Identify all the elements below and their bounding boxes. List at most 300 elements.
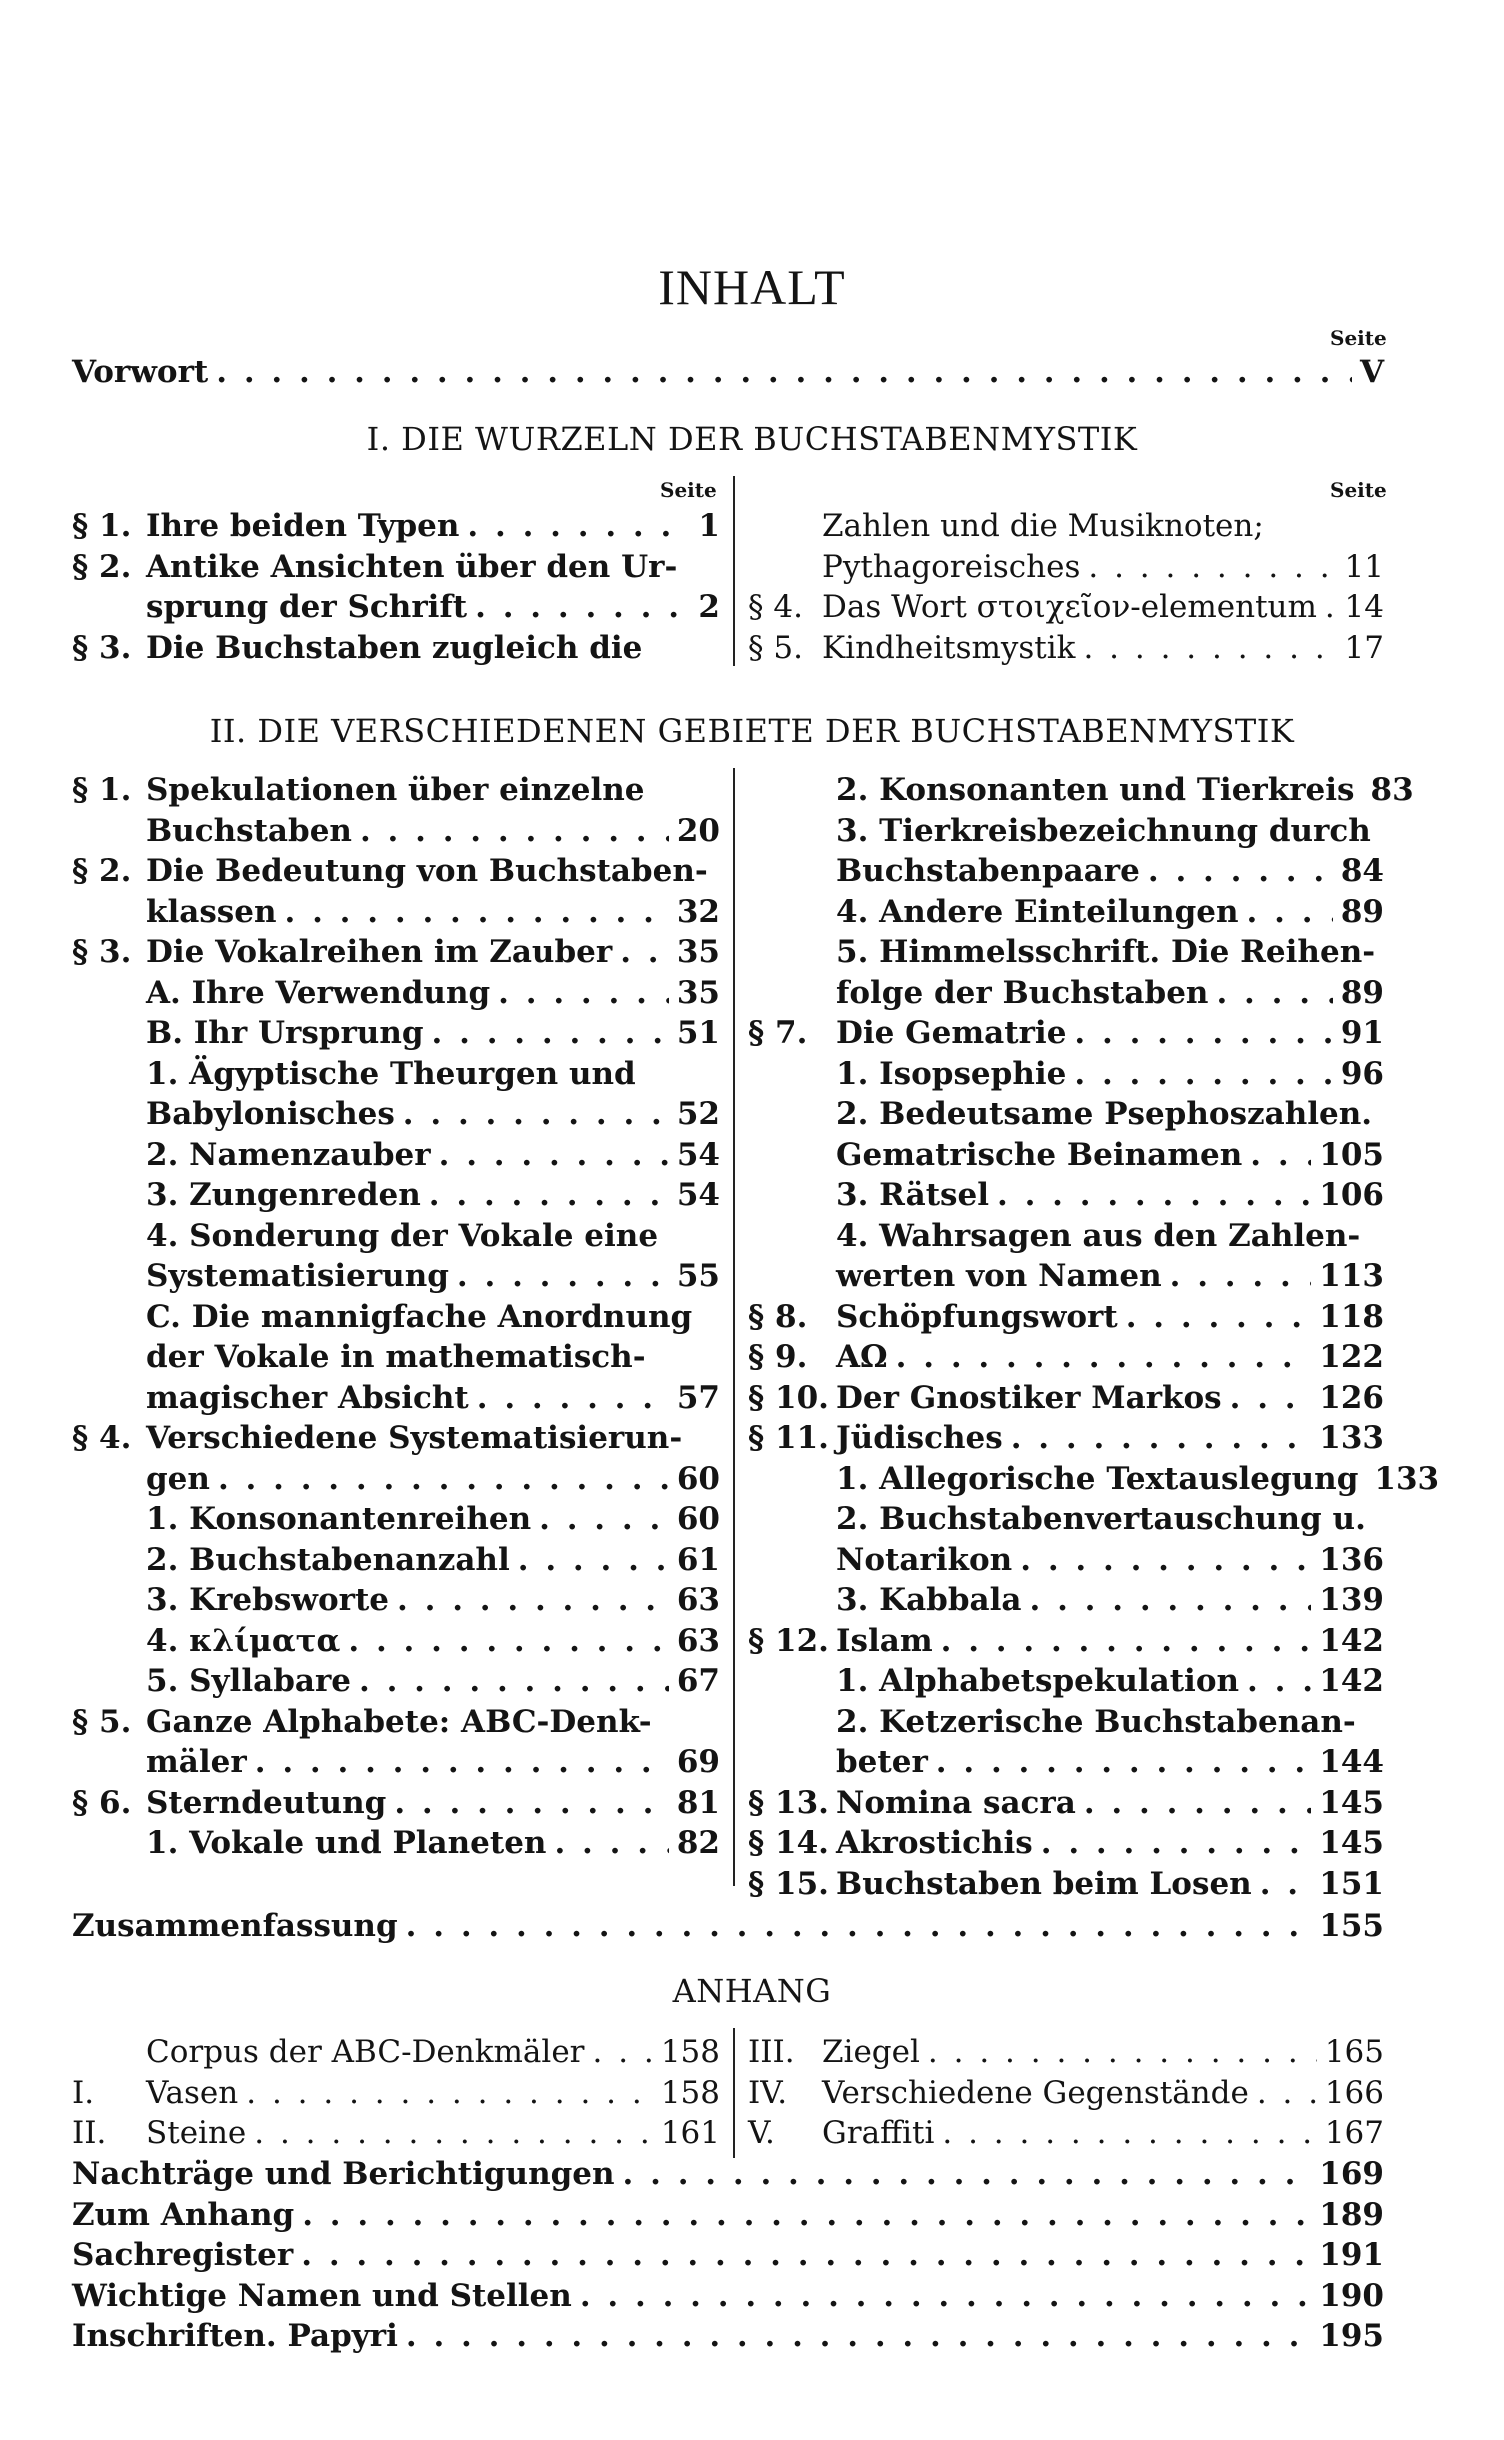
toc-entry-label: 1. Alphabetspekulation xyxy=(836,1663,1240,1699)
appendix-left-column xyxy=(72,2032,720,2154)
toc-entry-label: 3. Krebsworte xyxy=(146,1582,390,1618)
toc-entry[interactable] xyxy=(72,2235,1384,2276)
toc-entry-number xyxy=(72,1661,146,1702)
toc-entry-label: Nomina sacra xyxy=(836,1784,1076,1821)
toc-entry-number xyxy=(748,1459,836,1500)
toc-entry-number: § 15. xyxy=(748,1865,829,1902)
toc-entry-number xyxy=(72,1337,146,1378)
toc-entry-label: 3. Tierkreisbezeichnung durch xyxy=(836,812,1371,849)
toc-entry-label: gen xyxy=(146,1460,210,1497)
toc-entry[interactable] xyxy=(748,770,1414,811)
seite-label-front: Seite xyxy=(1330,326,1387,350)
toc-entry[interactable] xyxy=(72,1256,720,1297)
toc-entry[interactable] xyxy=(72,587,720,628)
toc-entry-page: 133 xyxy=(1374,1460,1440,1497)
dot-leader xyxy=(403,1094,669,1135)
toc-entry xyxy=(748,1702,1384,1743)
toc-entry-number: IV. xyxy=(748,2074,788,2111)
toc-entry-label: magischer Absicht xyxy=(146,1379,469,1416)
toc-entry[interactable] xyxy=(748,1823,1384,1864)
toc-entry[interactable] xyxy=(72,2073,720,2114)
toc-entry-page: 136 xyxy=(1319,1541,1384,1578)
toc-entry-number xyxy=(748,1175,836,1216)
dot-leader xyxy=(216,352,1352,393)
toc-entry[interactable] xyxy=(748,1783,1384,1824)
toc-entry xyxy=(748,1216,1384,1257)
toc-entry[interactable] xyxy=(72,1135,720,1176)
toc-entry-page: 96 xyxy=(1340,1055,1384,1092)
toc-entry-label: Buchstabenpaare xyxy=(836,853,1140,889)
dot-leader xyxy=(348,1621,668,1662)
toc-entry-label: Kindheitsmystik xyxy=(822,629,1076,666)
toc-entry-number xyxy=(748,770,836,811)
toc-entry-label: Vorwort xyxy=(72,354,209,390)
toc-entry-label: ΑΩ xyxy=(836,1339,888,1375)
toc-entry-page: 57 xyxy=(676,1379,720,1416)
dot-leader xyxy=(580,2276,1311,2317)
dot-leader xyxy=(928,2032,1317,2073)
toc-entry-page: 122 xyxy=(1319,1339,1384,1375)
toc-entry-label: Steine xyxy=(146,2115,247,2151)
appendix-tail-list xyxy=(72,2154,1384,2357)
toc-entry-number: § 10. xyxy=(748,1379,829,1416)
toc-entry[interactable] xyxy=(72,2154,1384,2195)
toc-entry-page: 155 xyxy=(1319,1908,1384,1944)
toc-entry[interactable] xyxy=(748,973,1384,1014)
toc-entry-page: 144 xyxy=(1319,1744,1384,1780)
dot-leader xyxy=(1247,1661,1311,1702)
dot-leader xyxy=(406,1906,1312,1947)
toc-entry-number xyxy=(72,1175,146,1216)
toc-entry xyxy=(72,628,720,669)
toc-entry-page: 89 xyxy=(1340,893,1384,930)
toc-entry-page: 69 xyxy=(676,1744,720,1780)
toc-entry[interactable] xyxy=(72,2195,1384,2236)
toc-entry xyxy=(72,1297,720,1338)
toc-entry-label: Zahlen und die Musiknoten; xyxy=(822,508,1264,544)
toc-entry[interactable] xyxy=(748,1337,1384,1378)
toc-entry-page: 126 xyxy=(1319,1379,1384,1416)
dot-leader xyxy=(439,1135,669,1176)
toc-entry[interactable] xyxy=(72,1499,720,1540)
toc-entry-number xyxy=(748,506,822,547)
toc-entry-label: Die Bedeutung von Buchstaben- xyxy=(146,853,708,889)
toc-entry[interactable] xyxy=(748,2073,1384,2114)
toc-entry-label: Islam xyxy=(836,1622,933,1659)
toc-entry xyxy=(72,1418,720,1459)
toc-entry-page: 165 xyxy=(1324,2034,1384,2070)
dot-leader xyxy=(1250,1135,1311,1176)
part1-left-column xyxy=(72,506,720,668)
dot-leader xyxy=(896,1337,1312,1378)
toc-entry[interactable] xyxy=(748,587,1384,628)
toc-entry-number: § 4. xyxy=(72,1420,132,1456)
dot-leader xyxy=(457,1256,669,1297)
dot-leader xyxy=(539,1499,669,1540)
toc-entry[interactable] xyxy=(748,892,1384,933)
toc-entry-page: 35 xyxy=(676,974,720,1011)
toc-entry-label: mäler xyxy=(146,1744,247,1780)
dot-leader xyxy=(997,1175,1311,1216)
toc-entry-label: Inschriften. Papyri xyxy=(72,2318,398,2354)
toc-entry[interactable] xyxy=(748,1540,1384,1581)
toc-entry-page: 51 xyxy=(676,1015,720,1051)
toc-entry-number xyxy=(72,587,146,628)
toc-entry-label: der Vokale in mathematisch- xyxy=(146,1339,646,1375)
toc-entry-label: 3. Rätsel xyxy=(836,1177,989,1213)
toc-entry-label: 1. Allegorische Textauslegung xyxy=(836,1460,1359,1497)
dot-leader xyxy=(406,2316,1311,2357)
toc-entry-page: 20 xyxy=(676,812,720,849)
toc-entry-page: 11 xyxy=(1344,548,1384,585)
toc-entry-page: 166 xyxy=(1324,2074,1384,2111)
toc-entry-label: Der Gnostiker Markos xyxy=(836,1379,1222,1416)
toc-entry[interactable] xyxy=(72,1378,720,1419)
dot-leader xyxy=(1170,1256,1312,1297)
toc-entry-label: Buchstaben xyxy=(146,812,352,849)
toc-entry-page: 106 xyxy=(1319,1177,1384,1213)
dot-leader xyxy=(1325,587,1337,628)
toc-entry[interactable] xyxy=(72,973,720,1014)
toc-entry-page: 151 xyxy=(1319,1865,1384,1902)
toc-entry-label: 2. Ketzerische Buchstabenan- xyxy=(836,1703,1356,1740)
toc-entry-label: A. Ihre Verwendung xyxy=(146,974,491,1011)
toc-entry-label: Zum Anhang xyxy=(72,2196,295,2233)
dot-leader xyxy=(1041,1823,1312,1864)
toc-entry[interactable] xyxy=(72,2276,1384,2317)
toc-entry-page: 60 xyxy=(676,1460,720,1497)
toc-entry[interactable] xyxy=(72,2113,720,2154)
toc-entry-label: 2. Namenzauber xyxy=(146,1136,431,1173)
toc-entry-number xyxy=(72,1823,146,1864)
toc-entry-page: 133 xyxy=(1319,1420,1384,1456)
toc-entry-label: sprung der Schrift xyxy=(146,589,468,625)
toc-entry-number: § 11. xyxy=(748,1420,829,1456)
toc-entry[interactable] xyxy=(748,1661,1384,1702)
toc-entry-label: Graffiti xyxy=(822,2115,935,2151)
toc-entry xyxy=(72,1702,720,1743)
toc-entry[interactable] xyxy=(748,547,1384,588)
toc-entry[interactable] xyxy=(72,1621,720,1662)
toc-entry[interactable] xyxy=(72,2032,720,2073)
toc-entry-zusammenfassung[interactable] xyxy=(72,1906,1384,1947)
toc-entry-number xyxy=(72,1499,146,1540)
toc-entry[interactable] xyxy=(72,1540,720,1581)
toc-entry-label: 2. Buchstabenvertauschung u. xyxy=(836,1501,1366,1537)
toc-entry-number: § 12. xyxy=(748,1622,829,1659)
toc-entry-number xyxy=(748,1094,836,1135)
toc-entry-page: 81 xyxy=(676,1784,720,1821)
toc-entry-label: 3. Zungenreden xyxy=(146,1177,421,1213)
toc-entry-label: klassen xyxy=(146,893,277,930)
toc-entry-page: 190 xyxy=(1319,2277,1384,2314)
toc-entry-page: 54 xyxy=(676,1177,720,1213)
toc-entry-label: Zusammenfassung xyxy=(72,1908,398,1944)
dot-leader xyxy=(1260,1864,1312,1905)
part2-column-divider xyxy=(733,768,735,1886)
toc-entry-number xyxy=(72,1540,146,1581)
dot-leader xyxy=(285,892,669,933)
toc-entry-number xyxy=(748,892,836,933)
toc-entry xyxy=(72,1337,720,1378)
toc-entry-label: 4. Wahrsagen aus den Zahlen- xyxy=(836,1217,1361,1254)
toc-entry-page: 84 xyxy=(1340,853,1384,889)
toc-entry[interactable] xyxy=(72,811,720,852)
toc-entry-number: § 4. xyxy=(748,589,803,625)
toc-entry[interactable] xyxy=(72,1175,720,1216)
toc-entry-vorwort[interactable] xyxy=(72,352,1384,393)
toc-entry-label: Akrostichis xyxy=(836,1825,1033,1861)
toc-entry-number: I. xyxy=(72,2074,95,2111)
toc-entry[interactable] xyxy=(748,1580,1384,1621)
toc-entry-label: Sachregister xyxy=(72,2237,294,2273)
toc-entry-label: Das Wort στοιχεῖον-elementum xyxy=(822,589,1317,625)
dot-leader xyxy=(1230,1378,1312,1419)
toc-entry-number xyxy=(748,1661,836,1702)
toc-entry[interactable] xyxy=(748,1418,1384,1459)
dot-leader xyxy=(301,2235,1311,2276)
seite-label-part1-left: Seite xyxy=(660,478,717,502)
toc-entry-label: Verschiedene Systematisierun- xyxy=(146,1420,683,1456)
dot-leader xyxy=(477,1378,669,1419)
dot-leader xyxy=(498,973,669,1014)
toc-entry-label: 2. Buchstabenanzahl xyxy=(146,1541,510,1578)
toc-entry-number xyxy=(72,1094,146,1135)
toc-entry[interactable] xyxy=(748,1378,1384,1419)
toc-entry[interactable] xyxy=(748,1256,1384,1297)
toc-entry[interactable] xyxy=(748,1621,1384,1662)
toc-entry[interactable] xyxy=(748,2032,1384,2073)
toc-entry-number xyxy=(72,1378,146,1419)
toc-entry-page: 55 xyxy=(676,1258,720,1294)
toc-entry xyxy=(72,851,720,892)
toc-entry xyxy=(748,932,1384,973)
dot-leader xyxy=(623,2154,1312,2195)
toc-entry-label: Systematisierung xyxy=(146,1258,449,1294)
toc-entry-page: 82 xyxy=(676,1825,720,1861)
toc-entry[interactable] xyxy=(72,1013,720,1054)
dot-leader xyxy=(1083,628,1336,669)
toc-entry-number xyxy=(72,1459,146,1500)
toc-entry-number: III. xyxy=(748,2034,795,2070)
toc-entry[interactable] xyxy=(748,1135,1384,1176)
toc-entry-page: 142 xyxy=(1319,1663,1384,1699)
toc-entry-number xyxy=(72,1135,146,1176)
dot-leader xyxy=(1020,1540,1311,1581)
toc-entry-page: 113 xyxy=(1319,1258,1384,1294)
toc-entry-number xyxy=(72,892,146,933)
toc-entry[interactable] xyxy=(748,1175,1384,1216)
dot-leader xyxy=(592,2032,652,2073)
toc-entry-page: 89 xyxy=(1340,974,1384,1011)
dot-leader xyxy=(1011,1418,1312,1459)
toc-entry-number xyxy=(72,1054,146,1095)
toc-entry[interactable] xyxy=(748,1297,1384,1338)
toc-entry-label: Schöpfungswort xyxy=(836,1298,1118,1335)
toc-entry-label: Vasen xyxy=(146,2074,239,2111)
toc-entry-label: Jüdisches xyxy=(836,1420,1003,1456)
page-title: INHALT xyxy=(658,259,846,315)
toc-entry-number xyxy=(72,2032,146,2073)
toc-entry-number: II. xyxy=(72,2115,107,2151)
part1-right-column xyxy=(748,506,1384,668)
toc-entry-label: 1. Vokale und Planeten xyxy=(146,1825,547,1861)
toc-entry xyxy=(72,770,720,811)
toc-entry-label: Die Buchstaben zugleich die xyxy=(146,629,643,666)
toc-entry[interactable] xyxy=(748,1459,1440,1500)
toc-entry-label: Antike Ansichten über den Ur- xyxy=(146,548,678,585)
toc-entry[interactable] xyxy=(72,1094,720,1135)
toc-entry-number xyxy=(748,1580,836,1621)
toc-entry-page: 158 xyxy=(660,2034,720,2070)
toc-entry-page: 63 xyxy=(676,1582,720,1618)
toc-entry-number: V. xyxy=(748,2115,775,2151)
toc-entry[interactable] xyxy=(72,1742,720,1783)
part1-column-divider xyxy=(733,476,735,666)
toc-entry-label: beter xyxy=(836,1744,928,1780)
toc-entry[interactable] xyxy=(72,1783,720,1824)
toc-entry-number xyxy=(748,811,836,852)
part1-heading: I. DIE WURZELN DER BUCHSTABENMYSTIK xyxy=(366,420,1138,458)
toc-entry-page: 167 xyxy=(1324,2115,1384,2151)
toc-entry[interactable] xyxy=(72,506,720,547)
toc-entry-page: 1 xyxy=(698,508,720,544)
toc-entry-number: § 14. xyxy=(748,1825,829,1861)
toc-entry-page: 161 xyxy=(660,2115,720,2151)
toc-entry-number xyxy=(748,851,836,892)
toc-entry-label: 3. Kabbala xyxy=(836,1582,1022,1618)
dot-leader xyxy=(394,1783,669,1824)
toc-entry-page: 105 xyxy=(1319,1136,1384,1173)
toc-entry-page: 35 xyxy=(676,934,720,970)
toc-entry-label: C. Die mannigfache Anordnung xyxy=(146,1298,693,1335)
toc-entry[interactable] xyxy=(72,892,720,933)
dot-leader xyxy=(1257,2073,1317,2114)
toc-entry-label: 5. Syllabare xyxy=(146,1663,352,1699)
toc-entry[interactable] xyxy=(72,932,720,973)
toc-entry-page: 32 xyxy=(676,893,720,930)
dot-leader xyxy=(518,1540,669,1581)
toc-entry[interactable] xyxy=(748,628,1384,669)
dot-leader xyxy=(432,1013,669,1054)
toc-entry[interactable] xyxy=(748,1742,1384,1783)
toc-entry-number xyxy=(748,1216,836,1257)
dot-leader xyxy=(1084,1783,1311,1824)
toc-entry-page: 189 xyxy=(1319,2196,1384,2233)
toc-entry-page: V xyxy=(1359,354,1384,390)
toc-entry-number xyxy=(748,547,822,588)
toc-entry-page: 191 xyxy=(1319,2237,1384,2273)
toc-entry-number: § 1. xyxy=(72,772,132,808)
toc-entry-number: § 1. xyxy=(72,508,132,544)
dot-leader xyxy=(1074,1054,1333,1095)
toc-entry-number xyxy=(72,1256,146,1297)
toc-entry-label: Spekulationen über einzelne xyxy=(146,772,645,808)
toc-entry-number: § 13. xyxy=(748,1784,829,1821)
toc-entry-page: 142 xyxy=(1319,1622,1384,1659)
part2-left-column xyxy=(72,770,720,1864)
toc-entry-number: § 6. xyxy=(72,1784,132,1821)
toc-entry-page: 169 xyxy=(1319,2156,1384,2192)
toc-entry-number xyxy=(748,1499,836,1540)
toc-entry-label: Nachträge und Berichtigungen xyxy=(72,2156,615,2192)
toc-entry-page: 145 xyxy=(1319,1825,1384,1861)
toc-entry-label: 5. Himmelsschrift. Die Reihen- xyxy=(836,934,1376,970)
toc-entry-number xyxy=(72,973,146,1014)
toc-entry xyxy=(748,506,1384,547)
dot-leader xyxy=(255,1742,669,1783)
dot-leader xyxy=(620,932,669,973)
toc-entry[interactable] xyxy=(748,1054,1384,1095)
toc-entry-label: 4. Andere Einteilungen xyxy=(836,893,1239,930)
dot-leader xyxy=(1216,973,1332,1014)
dot-leader xyxy=(936,1742,1312,1783)
toc-entry-page: 2 xyxy=(698,589,720,625)
toc-entry-number: § 2. xyxy=(72,548,132,585)
appendix-right-column xyxy=(748,2032,1384,2154)
toc-entry xyxy=(748,1094,1384,1135)
toc-entry[interactable] xyxy=(748,1864,1384,1905)
toc-entry[interactable] xyxy=(748,2113,1384,2154)
toc-entry-page: 145 xyxy=(1319,1784,1384,1821)
toc-entry[interactable] xyxy=(72,1459,720,1500)
toc-entry[interactable] xyxy=(748,1013,1384,1054)
toc-entry-label: Ihre beiden Typen xyxy=(146,508,460,544)
toc-entry-number xyxy=(748,1256,836,1297)
toc-entry-page: 139 xyxy=(1319,1582,1384,1618)
part2-right-column xyxy=(748,770,1440,1904)
dot-leader xyxy=(941,1621,1312,1662)
dot-leader xyxy=(1074,1013,1332,1054)
toc-entry-number xyxy=(748,1054,836,1095)
dot-leader xyxy=(1030,1580,1312,1621)
toc-entry-page: 158 xyxy=(660,2074,720,2111)
toc-entry-number xyxy=(72,1216,146,1257)
toc-entry-page: 91 xyxy=(1340,1015,1384,1051)
toc-entry-number xyxy=(748,1540,836,1581)
toc-entry-label: Wichtige Namen und Stellen xyxy=(72,2277,572,2314)
toc-entry-number xyxy=(748,1742,836,1783)
toc-entry-label: 1. Ägyptische Theurgen und xyxy=(146,1055,636,1092)
dot-leader xyxy=(302,2195,1311,2236)
toc-entry-label: Ganze Alphabete: ABC-Denk- xyxy=(146,1703,652,1740)
toc-entry[interactable] xyxy=(72,1580,720,1621)
dot-leader xyxy=(475,587,690,628)
toc-entry-label: 4. κλίματα xyxy=(146,1622,341,1659)
toc-entry-number xyxy=(72,1580,146,1621)
toc-entry-label: Corpus der ABC-Denkmäler xyxy=(146,2034,585,2070)
toc-entry-number: § 5. xyxy=(748,629,803,666)
toc-entry-page: 17 xyxy=(1344,629,1384,666)
toc-entry-page: 63 xyxy=(676,1622,720,1659)
seite-label-part1-right: Seite xyxy=(1330,478,1387,502)
toc-entry-label: Babylonisches xyxy=(146,1096,395,1132)
appendix-column-divider xyxy=(733,2028,735,2158)
toc-entry[interactable] xyxy=(72,1823,720,1864)
toc-entry-page: 61 xyxy=(676,1541,720,1578)
toc-entry-page: 67 xyxy=(676,1663,720,1699)
dot-leader xyxy=(942,2113,1316,2154)
toc-entry[interactable] xyxy=(748,851,1384,892)
toc-entry xyxy=(748,811,1384,852)
toc-entry-number: § 5. xyxy=(72,1703,132,1740)
toc-entry-label: Gematrische Beinamen xyxy=(836,1136,1243,1173)
toc-entry-label: Ziegel xyxy=(822,2034,920,2070)
toc-entry-number: § 9. xyxy=(748,1339,808,1375)
toc-entry-label: 2. Konsonanten und Tierkreis xyxy=(836,772,1355,808)
toc-entry[interactable] xyxy=(72,2316,1384,2357)
toc-entry[interactable] xyxy=(72,1661,720,1702)
